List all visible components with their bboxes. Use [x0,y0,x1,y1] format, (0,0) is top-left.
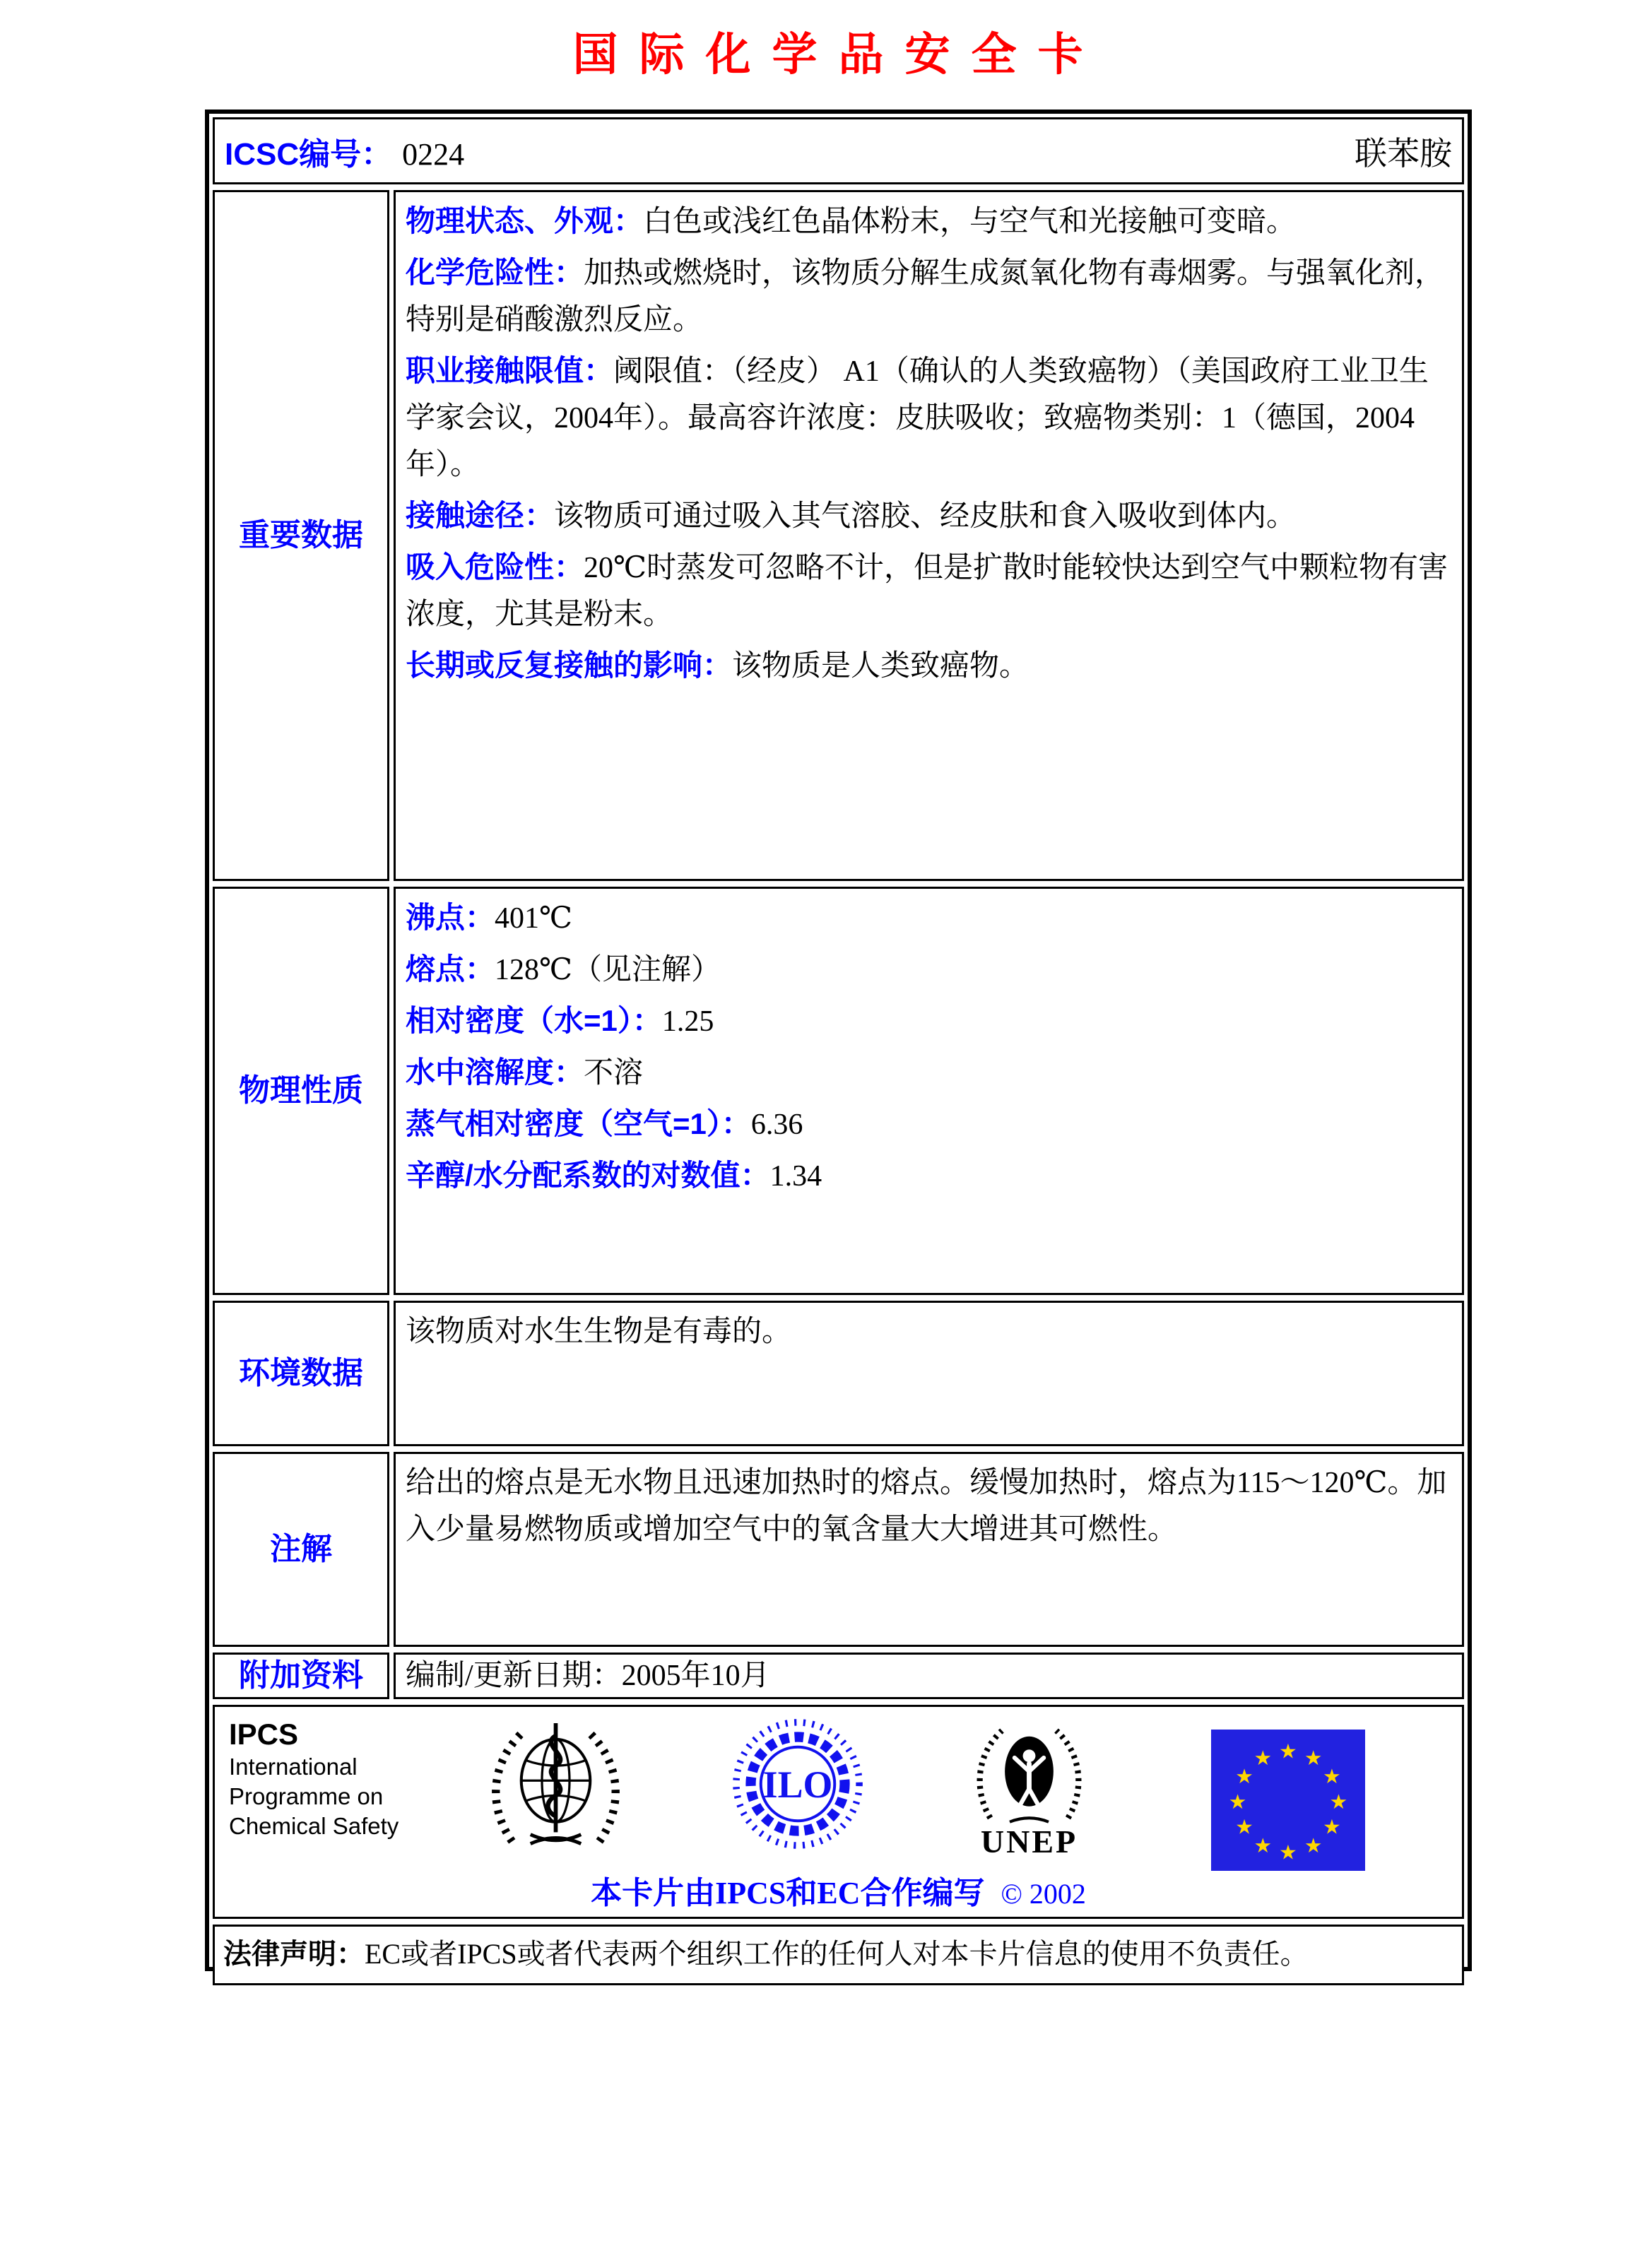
section-label-important-data [213,190,389,881]
item-vapor-density [406,1101,1452,1148]
ipcs-line: Chemical Safety [229,1813,399,1839]
item-relative-density [406,998,1452,1045]
section-label-additional-info [213,1653,389,1699]
ilo-icon [731,1717,865,1851]
ilo-letters: ILO [762,1763,833,1806]
important-data-content [394,190,1464,881]
svg-text:★: ★ [1323,1814,1341,1839]
row-important-data [213,190,1464,881]
item-melting-point [406,946,1452,993]
item-text: 白色或浅红色晶体粉末，与空气和光接触可变暗。 [643,206,1297,238]
legal-cell [213,1925,1464,1985]
page-title: 国际化学品安全卡 [572,30,1104,80]
ipcs-acronym: IPCS [229,1718,299,1751]
additional-info-text: 编制/更新日期：2005年10月 [406,1660,770,1692]
row-environmental-data [213,1301,1464,1446]
logos-caption [229,1875,1448,1913]
section-label-text: 注解 [270,1532,332,1566]
section-label-physical-properties [213,887,389,1295]
item-label: 熔点： [406,952,495,986]
item-text: 6.36 [750,1109,803,1141]
ipcs-text-block [229,1717,420,1841]
additional-info-content [394,1653,1464,1699]
item-label: 辛醇/水分配系数的对数值： [406,1159,770,1192]
legal-label: 法律声明： [223,1939,365,1970]
item-text: 阈限值：（经皮） A1（确认的人类致癌物）（美国政府工业卫生学家会议，2004年）。最高容许浓度：皮肤吸收；致癌物类别：1（德国，2004年）。 [406,355,1429,481]
environmental-data-text: 该物质对水生生物是有毒的。 [406,1316,792,1348]
svg-text:★: ★ [1235,1764,1253,1789]
unep-icon [971,1717,1087,1858]
item-text: 不溶 [584,1057,644,1089]
unep-letters: UNEP [980,1823,1078,1860]
item-text: 401℃ [495,902,572,935]
header-row [213,117,1464,184]
item-water-solubility [406,1049,1452,1097]
item-label: 沸点： [406,901,495,934]
item-text: 加热或燃烧时，该物质分解生成氮氧化物有毒烟雾。与强氧化剂，特别是硝酸激烈反应。 [406,257,1445,336]
item-text: 1.25 [661,1005,714,1038]
ipcs-line: International [229,1754,358,1780]
icsc-number-group [225,129,464,174]
svg-text:★: ★ [1304,1746,1323,1770]
item-label: 职业接触限值： [406,354,614,387]
notes-text: 给出的熔点是无水物且迅速加热时的熔点。缓慢加热时，熔点为115～120℃。加入少量易燃物质或增加空气中的氧含量大大增进其可燃性。 [406,1467,1447,1546]
svg-text:★: ★ [1329,1789,1348,1814]
item-text: 该物质是人类致癌物。 [732,650,1029,682]
item-text: 1.34 [769,1160,822,1193]
section-label-environmental-data [213,1301,389,1446]
header-cell [213,117,1464,184]
item-label: 蒸气相对密度（空气=1）： [406,1107,751,1140]
item-occupational-limit [406,348,1452,488]
row-additional-info [213,1653,1464,1699]
section-label-text: 附加资料 [239,1658,363,1693]
item-longterm-effects [406,642,1452,690]
notes-content [394,1452,1464,1647]
item-label: 长期或反复接触的影响： [406,649,733,682]
row-notes [213,1452,1464,1647]
chemical-name: 联苯胺 [1355,135,1452,172]
icsc-number-label: ICSC编号： [225,136,393,172]
item-label: 化学危险性： [406,256,584,289]
who-icon [487,1717,625,1858]
item-label: 吸入危险性： [406,550,584,584]
svg-text:★: ★ [1253,1833,1273,1857]
ipcs-line: Programme on [229,1783,384,1809]
row-physical-properties [213,887,1464,1295]
row-legal-notice [213,1925,1464,1985]
logo-strip [229,1717,1448,1871]
item-label: 相对密度（水=1）： [406,1004,662,1037]
eu-flag-icon [1211,1730,1365,1871]
section-label-text: 环境数据 [239,1356,363,1390]
item-text: 20℃时蒸发可忽略不计，但是扩散时能较快达到空气中颗粒物有害浓度，尤其是粉末。 [406,552,1449,631]
item-label: 物理状态、外观： [406,204,644,237]
icsc-card [205,110,1472,1971]
item-inhalation-risk [406,544,1452,638]
item-chemical-danger [406,249,1452,343]
item-label: 接触途径： [406,499,555,532]
section-label-notes [213,1452,389,1647]
legal-line [223,1932,1453,1976]
svg-text:★: ★ [1304,1833,1323,1857]
svg-text:★: ★ [1253,1746,1273,1770]
item-label: 水中溶解度： [406,1056,584,1089]
item-partition-coefficient [406,1152,1452,1200]
item-physical-state [406,198,1452,245]
item-boiling-point [406,894,1452,942]
svg-text:★: ★ [1235,1814,1253,1839]
copyright-text: © 2002 [1001,1878,1086,1910]
section-label-text: 物理性质 [239,1073,363,1108]
legal-text: EC或者IPCS或者代表两个组织工作的任何人对本卡片信息的使用不负责任。 [365,1938,1309,1970]
icsc-number-value: 0224 [402,136,465,172]
svg-text:★: ★ [1323,1764,1341,1789]
eu-flag [1211,1730,1365,1871]
caption-text: 本卡片由IPCS和EC合作编写 [591,1876,985,1910]
physical-properties-content [394,887,1464,1295]
svg-text:★: ★ [1279,1739,1297,1763]
row-logos [213,1705,1464,1919]
logos-cell [213,1705,1464,1919]
svg-text:★: ★ [1228,1789,1247,1814]
svg-text:★: ★ [1279,1840,1297,1864]
environmental-data-content [394,1301,1464,1446]
section-label-text: 重要数据 [239,518,363,552]
item-text: 128℃（见注解） [495,954,721,986]
item-exposure-routes [406,492,1452,540]
item-text: 该物质可通过吸入其气溶胶、经皮肤和食入吸收到体内。 [554,500,1297,533]
